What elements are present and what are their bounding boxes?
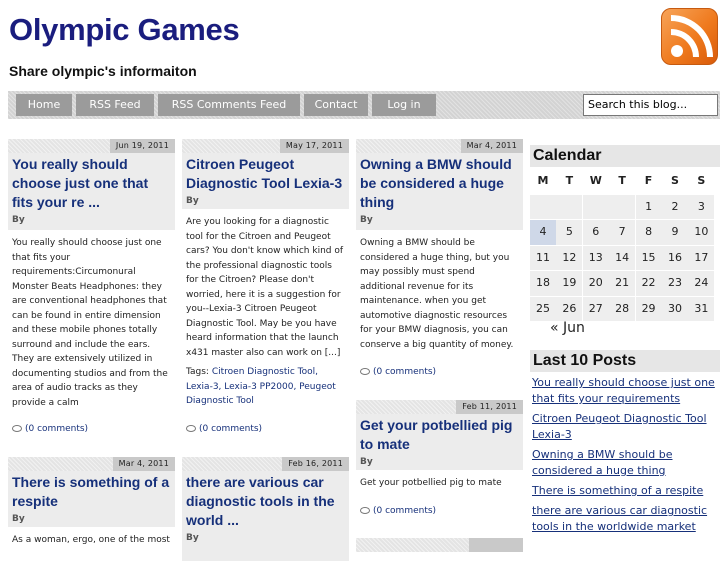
calendar-day: 13 xyxy=(583,246,609,272)
post-excerpt: Get your potbellied pig to mate xyxy=(360,478,502,488)
last-post-link[interactable]: Citroen Peugeot Diagnostic Tool Lexia-3 xyxy=(532,412,707,441)
post-title[interactable]: Owning a BMW should be considered a huge thing xyxy=(360,156,512,210)
comments-link[interactable] xyxy=(360,367,436,377)
post-author: By xyxy=(12,215,25,225)
calendar-week xyxy=(530,297,720,323)
calendar-prev-month-link[interactable]: « Jun xyxy=(550,320,585,336)
post-header xyxy=(182,153,349,209)
post-card xyxy=(182,457,349,552)
post-card xyxy=(182,139,349,439)
post-author: By xyxy=(12,514,25,524)
post-author: By xyxy=(360,457,373,467)
calendar-week xyxy=(530,195,720,221)
post-card xyxy=(356,139,523,384)
calendar-day: 19 xyxy=(556,271,582,297)
comments-link[interactable] xyxy=(12,424,88,434)
calendar-day: 21 xyxy=(609,271,635,297)
post-excerpt: As a woman, ergo, one of the most xyxy=(12,535,170,545)
comments-link[interactable] xyxy=(360,506,436,516)
comment-bubble-icon xyxy=(360,368,370,375)
rss-feed-icon[interactable] xyxy=(661,8,718,65)
calendar-day: 26 xyxy=(556,297,582,323)
calendar-day: 14 xyxy=(609,246,635,272)
post-card xyxy=(356,538,523,548)
calendar-day: 27 xyxy=(583,297,609,323)
last-post-link[interactable]: There is something of a respite xyxy=(532,484,704,497)
post-date: Mar 4, 2011 xyxy=(113,457,175,471)
site-description: Share olympic's informaiton xyxy=(9,63,197,79)
post-header xyxy=(356,414,523,470)
comments-count[interactable]: (0 comments) xyxy=(25,424,89,434)
nav-home[interactable]: Home xyxy=(16,94,72,116)
nav-contact[interactable]: Contact xyxy=(304,94,368,116)
calendar-day: 28 xyxy=(609,297,635,323)
calendar-day: 17 xyxy=(688,246,714,272)
site-title[interactable]: Olympic Games xyxy=(9,12,240,47)
calendar-day: 16 xyxy=(662,246,688,272)
calendar-day: 20 xyxy=(583,271,609,297)
tags-label: Tags: xyxy=(186,367,209,377)
calendar-weekday: S xyxy=(670,174,679,187)
last-posts-title: Last 10 Posts xyxy=(530,350,720,372)
calendar-day: 25 xyxy=(530,297,556,323)
post-date: Jun 19, 2011 xyxy=(110,139,175,153)
last-post-link[interactable]: there are various car diagnostic tools in the worldwide market xyxy=(532,504,708,533)
last-post-link[interactable]: Owning a BMW should be considered a huge thing xyxy=(532,448,673,477)
post-title[interactable]: there are various car diagnostic tools in the world ... xyxy=(186,474,335,528)
calendar-day: 18 xyxy=(530,271,556,297)
comments-count[interactable]: (0 comments) xyxy=(199,424,263,434)
last-post-link[interactable]: You really should choose just one that fits your requirements xyxy=(532,376,715,405)
post-excerpt: Are you looking for a diagnostic tool for the Citroen and Peugeot cars? You don't know which kind of the professional diagnostic tools for the Citroen? Please don't worried, here it is a suggestion for you--Lexia-3 Citroen Peugeot Diagnostic Tool. May be you have heard information that the launch x431 master also can work on [...] xyxy=(186,217,344,358)
comments-link[interactable] xyxy=(186,424,262,434)
calendar-day: 11 xyxy=(530,246,556,272)
calendar-day: 8 xyxy=(636,220,662,246)
calendar-day xyxy=(556,195,582,221)
comment-bubble-icon xyxy=(12,425,22,432)
calendar-day: 23 xyxy=(662,271,688,297)
calendar-day: 15 xyxy=(636,246,662,272)
post-header xyxy=(8,153,175,230)
calendar-week xyxy=(530,271,720,297)
post-date: Feb 16, 2011 xyxy=(282,457,349,471)
post-author: By xyxy=(186,196,199,206)
calendar-weekday: T xyxy=(565,174,574,187)
post-date: May 17, 2011 xyxy=(280,139,349,153)
calendar-day: 6 xyxy=(583,220,609,246)
calendar-day: 7 xyxy=(609,220,635,246)
post-card xyxy=(8,139,175,439)
comment-bubble-icon xyxy=(360,507,370,514)
calendar-weekday: F xyxy=(644,174,653,187)
calendar-weekday: T xyxy=(618,174,626,187)
post-date xyxy=(469,538,523,552)
nav-rss-comments-feed[interactable]: RSS Comments Feed xyxy=(158,94,300,116)
post-title[interactable]: There is something of a respite xyxy=(12,474,170,509)
calendar-weekday: M xyxy=(537,174,549,187)
calendar-day xyxy=(530,195,556,221)
calendar-week xyxy=(530,220,720,246)
calendar-title: Calendar xyxy=(530,145,720,167)
post-title[interactable]: Citroen Peugeot Diagnostic Tool Lexia-3 xyxy=(186,156,343,191)
calendar-day: 9 xyxy=(662,220,688,246)
post-author: By xyxy=(360,215,373,225)
post-date: Feb 11, 2011 xyxy=(456,400,523,414)
comment-bubble-icon xyxy=(186,425,196,432)
post-date: Mar 4, 2011 xyxy=(461,139,523,153)
calendar-day: 12 xyxy=(556,246,582,272)
comments-count[interactable]: (0 comments) xyxy=(373,506,437,516)
calendar-day-today: 4 xyxy=(530,220,556,246)
search-input[interactable]: Search this blog... xyxy=(583,94,718,116)
post-header xyxy=(356,153,523,230)
post-header xyxy=(182,471,349,561)
calendar-day xyxy=(583,195,609,221)
calendar-day: 29 xyxy=(636,297,662,323)
calendar-day: 31 xyxy=(688,297,714,323)
calendar-day: 30 xyxy=(662,297,688,323)
calendar-day: 22 xyxy=(636,271,662,297)
post-header xyxy=(8,471,175,527)
tag-links[interactable]: Citroen Diagnostic Tool, Lexia-3, Lexia-3 PP2000, Peugeot Diagnostic Tool xyxy=(186,367,336,406)
post-excerpt: Owning a BMW should be considered a huge thing, but you may possibly must spend additional revenue for its maintenance. when you get automotive diagnostic resources for your BMW diagnosis, you can conserve a big quantity of money. xyxy=(360,238,514,350)
calendar-day: 24 xyxy=(688,271,714,297)
calendar-day: 10 xyxy=(688,220,714,246)
post-title[interactable]: You really should choose just one that fits your re ... xyxy=(12,156,149,210)
last-posts-list xyxy=(532,375,718,539)
nav-log-in[interactable]: Log in xyxy=(372,94,436,116)
nav-rss-feed[interactable]: RSS Feed xyxy=(76,94,154,116)
calendar-day: 1 xyxy=(636,195,662,221)
calendar-day: 3 xyxy=(688,195,714,221)
calendar-weekday: W xyxy=(589,174,602,187)
post-card xyxy=(8,457,175,552)
calendar xyxy=(530,169,720,322)
calendar-header-row xyxy=(530,169,720,195)
calendar-weekday: S xyxy=(697,174,706,187)
calendar-day xyxy=(609,195,635,221)
post-card xyxy=(356,400,523,525)
post-title[interactable]: Get your potbellied pig to mate xyxy=(360,417,513,452)
calendar-day: 5 xyxy=(556,220,582,246)
post-tags xyxy=(186,365,345,409)
calendar-day: 2 xyxy=(662,195,688,221)
post-author: By xyxy=(186,533,199,543)
comments-count[interactable]: (0 comments) xyxy=(373,367,437,377)
calendar-week xyxy=(530,246,720,272)
post-excerpt: You really should choose just one that fits your requirements:Circumonural Monster Beats Headphones: they are conventional headphones that can be found in entire dimension and these mobile phones totally surround and include the ears. They are extensively utilized in documenting studios and from the area of audio tracks as they provide a calm xyxy=(12,238,168,408)
